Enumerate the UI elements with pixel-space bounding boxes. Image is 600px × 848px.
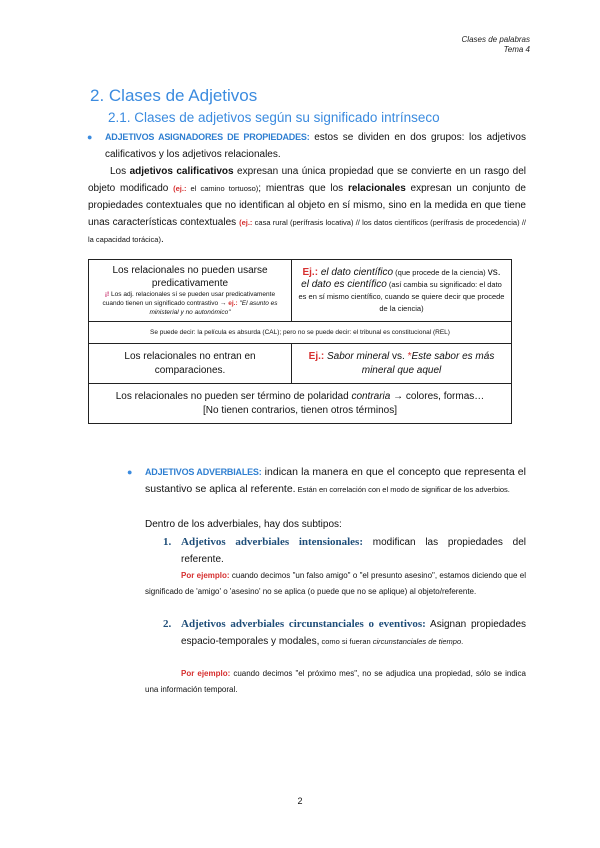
table-cell: Los relacionales no entran en comparaciones.	[89, 344, 292, 384]
text: cuando decimos "el próximo mes", no se adjudica una propiedad, sólo se indica una información temporal.	[145, 669, 526, 694]
note-text: Los adj. relacionales sí se pueden usar predicativamente cuando tienen un significado contrastivo →	[102, 291, 276, 307]
ej-label: ej.:	[228, 300, 238, 307]
example: Este sabor es más mineral que aquel	[361, 350, 495, 376]
adverbiales-paragraph	[127, 464, 526, 498]
calificativos-paragraph	[88, 163, 526, 248]
subtype-2	[163, 616, 527, 650]
subtype-1	[163, 534, 526, 568]
subtype-title: Adjetivos adverbiales circunstanciales o eventivos:	[181, 618, 426, 630]
ej-label: Por ejemplo:	[181, 669, 231, 678]
star: *	[407, 350, 412, 362]
note-quote: "El asunto es ministerial y no autonómico"	[149, 300, 278, 316]
text: Asignan propiedades espacio-temporales y modales,	[181, 619, 527, 647]
adverbiales-subtypes-intro: Dentro de los adverbiales, hay dos subtipos:	[145, 519, 342, 530]
text: Están en correlación con el modo de significar de los adverbios.	[295, 485, 510, 494]
text: (que procede de la ciencia)	[393, 267, 488, 277]
cell-main-text: Los relacionales no pueden usarse predicativamente	[112, 265, 268, 289]
text: .	[160, 234, 164, 245]
section-title: 2. Clases de Adjetivos	[90, 86, 258, 105]
cell-note	[95, 290, 285, 317]
text: expresan un conjunto de propiedades contextuales que no identifican al objeto en sí mismo, sino en la medida en que tiene unas características contextuales	[88, 183, 526, 228]
list-number: 2.	[163, 618, 172, 630]
page-number: 2	[297, 796, 303, 806]
table-cell	[292, 260, 512, 322]
text: modifican las propiedades del referente.	[181, 537, 526, 565]
subtype-1-example	[145, 568, 526, 600]
table-cell	[292, 344, 512, 384]
header-title: Clases de palabras	[461, 35, 530, 44]
example: el dato es científico	[301, 278, 387, 290]
running-header	[462, 35, 530, 55]
text: contraria	[351, 390, 391, 402]
term-relacionales: relacionales	[347, 183, 406, 194]
text: vs.	[487, 266, 501, 278]
ej-label: Ej.:	[302, 266, 319, 278]
ej-label: Ej.:	[308, 350, 325, 362]
bullet-icon: ●	[127, 467, 133, 477]
list-number: 1.	[163, 536, 172, 548]
asignadores-label: ADJETIVOS ASIGNADORES DE PROPIEDADES:	[105, 132, 310, 142]
term-calificativos: adjetivos calificativos	[129, 166, 234, 177]
asignadores-text: estos se dividen en dos grupos: los adjetivos calificativos y los adjetivos relacionales.	[105, 132, 526, 160]
table-cell	[89, 260, 292, 322]
example: el dato científico	[318, 266, 394, 278]
text: vs.	[389, 350, 408, 362]
text: cuando decimos "un falso amigo" o "el presunto asesino", estamos diciendo que el significado de 'amigo' o 'asesino' no se aplica (o puede que no se aplique) al objeto/referente.	[145, 571, 527, 596]
text: .	[461, 637, 464, 646]
text: (así cambia su significado: el dato es en sí mismo científico, cuando se quiere decir que procede de la ciencia)	[298, 279, 505, 313]
relacionales-table	[88, 259, 512, 424]
text: ; mientras que los	[258, 183, 348, 194]
text: expresan una única propiedad que se convierte en un rasgo del objeto modificado	[88, 166, 527, 194]
example: Sabor mineral	[324, 350, 390, 362]
ej-text: el camino tortuoso)	[186, 184, 259, 193]
text: [No tienen contrarios, tienen otros términos]	[203, 404, 397, 416]
ej-label: (ej.:	[173, 184, 187, 193]
text: como si fueran	[319, 637, 373, 646]
text: → colores, formas…	[390, 390, 485, 402]
adverbiales-label: ADJETIVOS ADVERBIALES:	[145, 467, 262, 477]
table-cell	[89, 384, 512, 424]
header-topic: Tema 4	[503, 45, 530, 54]
asignadores-paragraph	[87, 129, 526, 163]
ej-text: casa rural (perífrasis locativa) // los datos científicos (perífrasis de procedencia) // la capacidad torácica)	[88, 218, 526, 244]
note-mark: ¡!	[104, 291, 110, 298]
text: Los	[110, 166, 130, 177]
ej-label: (ej.:	[239, 218, 253, 227]
ej-label: Por ejemplo:	[181, 571, 230, 580]
subtype-title: Adjetivos adverbiales intensionales:	[181, 536, 364, 548]
subtype-2-example	[145, 666, 526, 698]
text: indican la manera en que el concepto que representa el sustantivo se aplica al referente.	[145, 466, 526, 495]
text: Los relacionales no pueden ser término de polaridad	[115, 390, 352, 402]
subsection-title: 2.1. Clases de adjetivos según su significado intrínseco	[108, 110, 440, 125]
table-cell: Se puede decir: la película es absurda (CAL); pero no se puede decir: el tribunal es constitucional (REL)	[89, 322, 512, 344]
text: circunstanciales de tiempo	[372, 637, 462, 646]
bullet-icon: ●	[87, 132, 93, 142]
